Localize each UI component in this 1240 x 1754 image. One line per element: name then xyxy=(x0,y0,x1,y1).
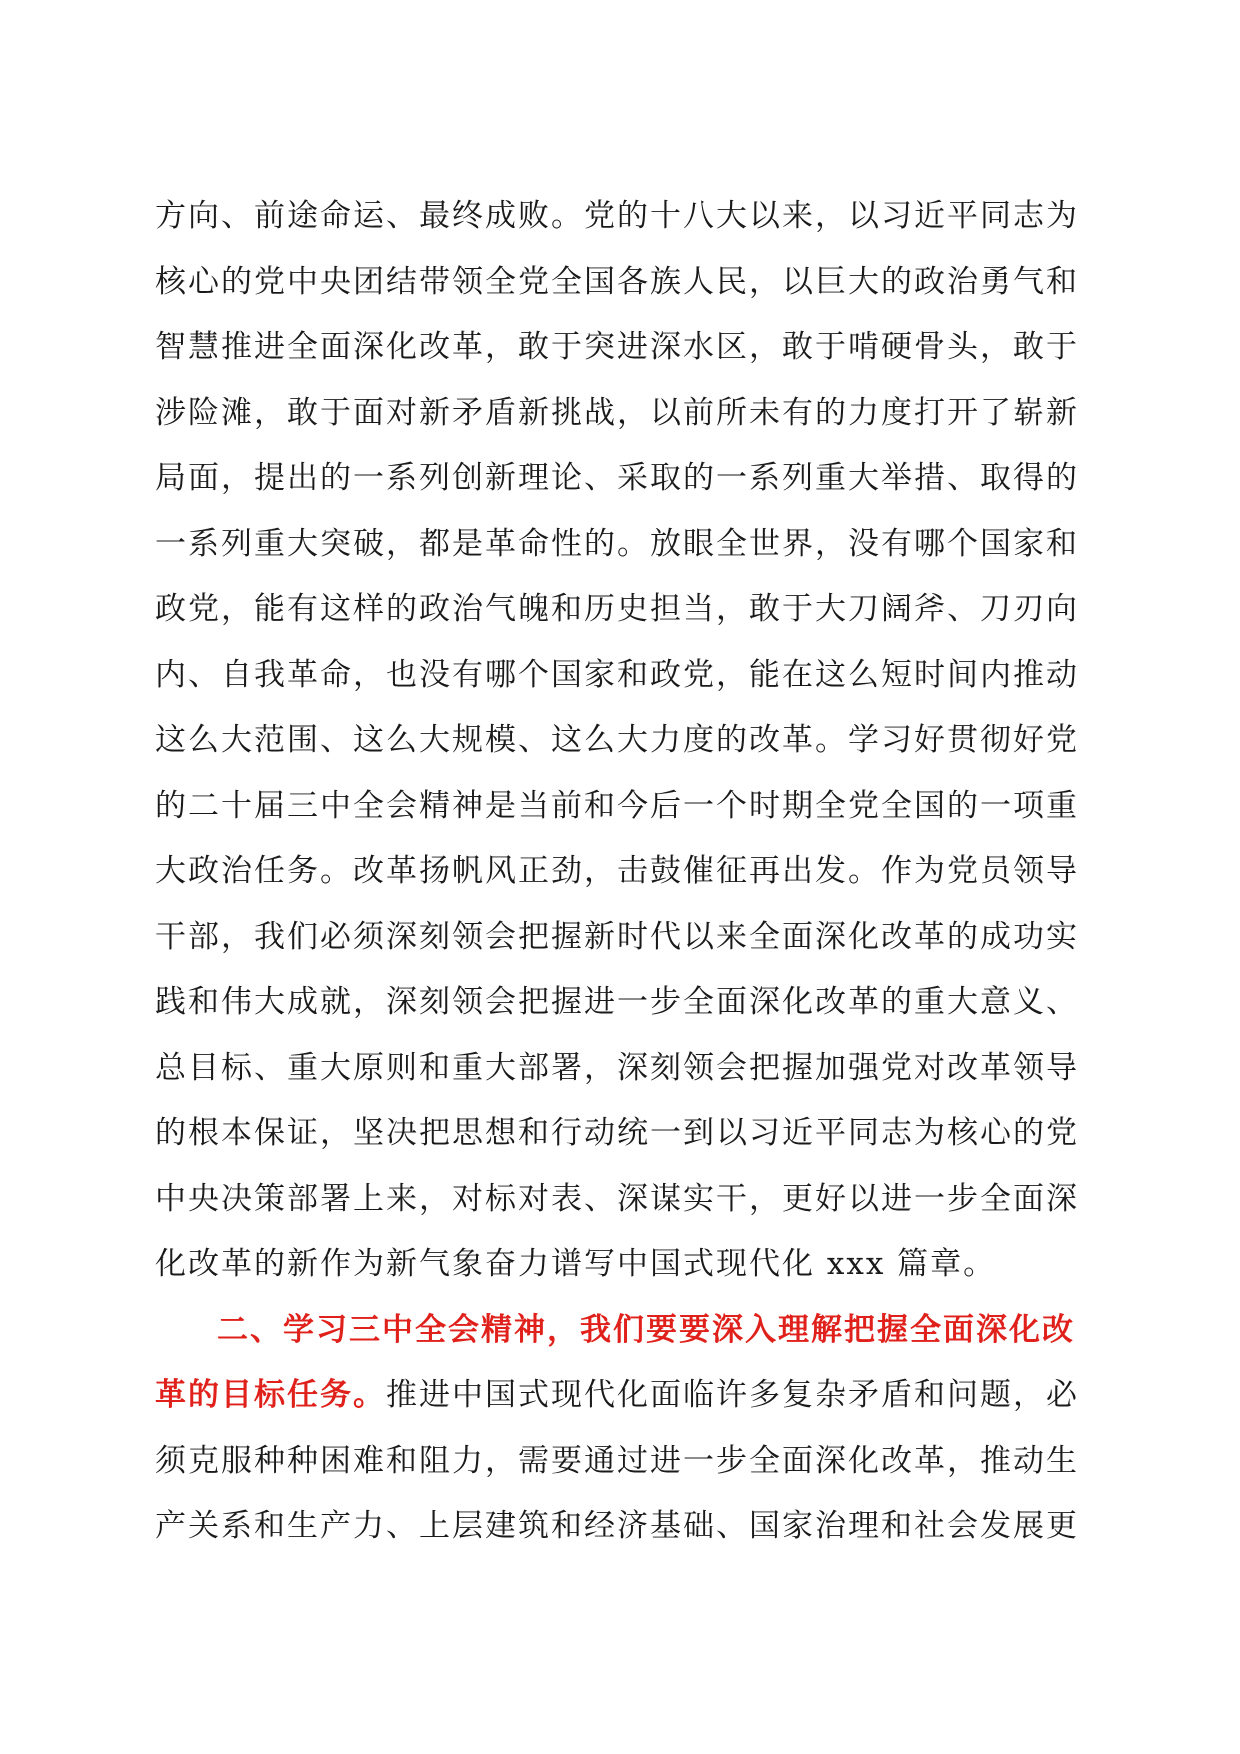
paragraph-line: 政党，能有这样的政治气魄和历史担当，敢于大刀阔斧、刀刃向 xyxy=(155,591,1079,627)
paragraph-line: 总目标、重大原则和重大部署，深刻领会把握加强党对改革领导 xyxy=(155,1049,1079,1086)
paragraph-line: 化改革的新作为新气象奋力谱写中国式现代化 xxx 篇章。 xyxy=(155,1246,997,1282)
paragraph-line: 方向、前途命运、最终成败。党的十八大以来，以习近平同志为 xyxy=(155,198,1079,234)
paragraph-line: 产关系和生产力、上层建筑和经济基础、国家治理和社会发展更 xyxy=(155,1508,1079,1544)
section-heading-line xyxy=(155,1298,1075,1364)
paragraph-line: 内、自我革命，也没有哪个国家和政党，能在这么短时间内推动 xyxy=(155,656,1079,693)
paragraph-line: 涉险滩，敢于面对新矛盾新挑战，以前所未有的力度打开了崭新 xyxy=(155,394,1079,431)
paragraph-line: 中央决策部署上来，对标对表、深谋实干，更好以进一步全面深 xyxy=(155,1180,1079,1217)
paragraph-line: 核心的党中央团结带领全党全国各族人民，以巨大的政治勇气和 xyxy=(155,263,1079,300)
paragraph-line: 一系列重大突破，都是革命性的。放眼全世界，没有哪个国家和 xyxy=(155,525,1079,562)
paragraph-line: 局面，提出的一系列创新理论、采取的一系列重大举措、取得的 xyxy=(155,460,1079,496)
section-heading-continued: 革的目标任务。 xyxy=(155,1377,386,1413)
section-heading-line xyxy=(155,1363,1079,1429)
paragraph-line: 的根本保证，坚决把思想和行动统一到以习近平同志为核心的党 xyxy=(155,1115,1079,1151)
section-heading: 二、学习三中全会精神，我们要要深入理解把握全面深化改 xyxy=(217,1311,1075,1348)
section-body-text: 推进中国式现代化面临许多复杂矛盾和问题，必 xyxy=(386,1377,1079,1413)
paragraph-line: 智慧推进全面深化改革，敢于突进深水区，敢于啃硬骨头，敢于 xyxy=(155,329,1079,365)
paragraph-line: 须克服种种困难和阻力，需要通过进一步全面深化改革，推动生 xyxy=(155,1442,1079,1479)
paragraph-line: 践和伟大成就，深刻领会把握进一步全面深化改革的重大意义、 xyxy=(155,984,1079,1020)
document-body xyxy=(155,184,1079,1560)
paragraph-line: 干部，我们必须深刻领会把握新时代以来全面深化改革的成功实 xyxy=(155,918,1079,955)
paragraph-line: 大政治任务。改革扬帆风正劲，击鼓催征再出发。作为党员领导 xyxy=(155,853,1079,889)
paragraph-line: 的二十届三中全会精神是当前和今后一个时期全党全国的一项重 xyxy=(155,787,1079,824)
paragraph-line: 这么大范围、这么大规模、这么大力度的改革。学习好贯彻好党 xyxy=(155,722,1079,758)
